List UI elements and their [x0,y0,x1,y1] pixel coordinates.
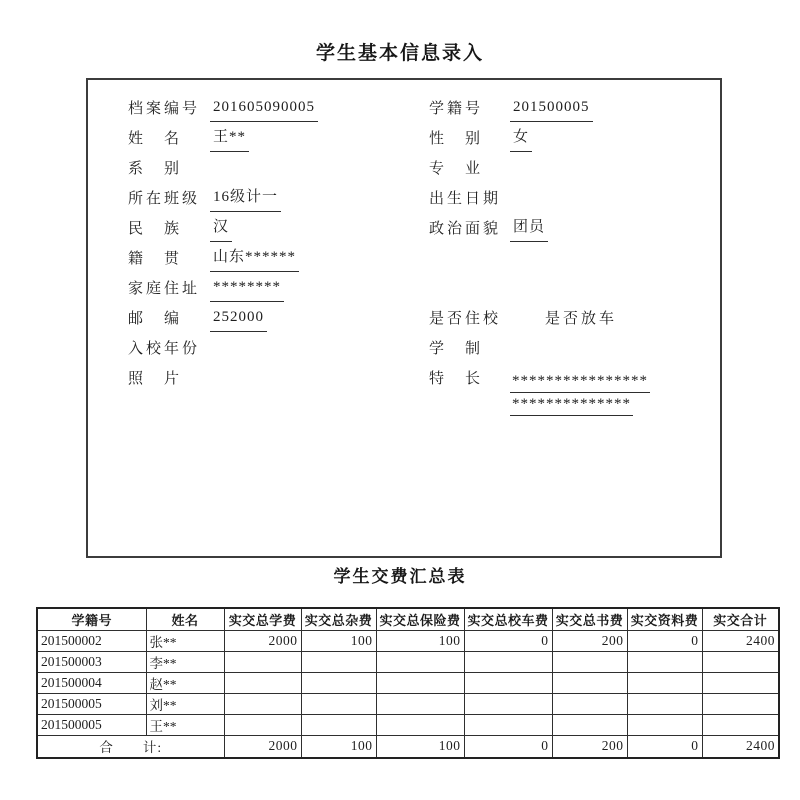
col-header-tuition: 实交总学费 [224,608,301,630]
total-row-label: 合 计: [37,735,224,758]
postcode-field[interactable]: 252000 [210,304,267,332]
bike-parking-label: 是否放车 [545,311,618,327]
archive-number-field[interactable]: 201605090005 [210,94,318,122]
form-row-ethnicity-political [88,214,720,244]
total-book-fee: 200 [552,735,627,758]
birthdate-field[interactable] [510,184,516,211]
cell-insurance [376,672,464,693]
cell-tuition: 2000 [224,630,301,651]
cell-name: 赵** [146,672,224,693]
cell-student-id: 201500004 [37,672,146,693]
cell-material-fee [627,651,702,672]
native-place-field[interactable]: 山东****** [210,244,299,272]
total-insurance: 100 [376,735,464,758]
cell-book-fee [552,672,627,693]
cell-bus-fee [464,714,552,735]
cell-book-fee: 200 [552,630,627,651]
student-id-field[interactable]: 201500005 [510,94,593,122]
cell-student-id: 201500005 [37,693,146,714]
form-rows [88,80,720,412]
ethnicity-field[interactable]: 汉 [210,214,232,242]
major-label: 专 业 [429,161,484,177]
form-row-dept-major [88,154,720,184]
photo-field[interactable] [210,364,216,391]
class-field[interactable]: 16级计一 [210,184,281,212]
total-grand: 2400 [702,735,779,758]
photo-label: 照 片 [128,371,183,387]
table-row [37,672,779,693]
total-tuition: 2000 [224,735,301,758]
cell-book-fee [552,651,627,672]
col-header-bus-fee: 实交总校车费 [464,608,552,630]
cell-book-fee [552,693,627,714]
home-address-label: 家庭住址 [128,281,201,297]
cell-total [702,651,779,672]
student-id-label: 学籍号 [429,101,484,117]
cell-material-fee: 0 [627,630,702,651]
form-row-entryyear-schooling [88,334,720,364]
form-title: 学生基本信息录入 [315,43,484,64]
schooling-length-field[interactable] [510,334,516,361]
name-label: 姓 名 [128,131,183,147]
gender-label: 性 别 [429,131,484,147]
cell-tuition [224,672,301,693]
cell-misc-fee: 100 [301,630,376,651]
form-row-postcode-boarding [88,304,720,334]
total-material-fee: 0 [627,735,702,758]
cell-material-fee [627,693,702,714]
table-header-row [37,608,779,630]
native-place-label: 籍 贯 [128,251,183,267]
boarding-label: 是否住校 [429,311,502,327]
political-status-field[interactable]: 团员 [510,214,548,242]
cell-bus-fee [464,651,552,672]
table-row [37,630,779,651]
col-header-book-fee: 实交总书费 [552,608,627,630]
col-header-name: 姓名 [146,608,224,630]
cell-insurance: 100 [376,630,464,651]
cell-misc-fee [301,672,376,693]
specialty-line-2: ************** [510,393,633,416]
cell-tuition [224,651,301,672]
table-row [37,651,779,672]
gender-field[interactable]: 女 [510,124,532,152]
cell-insurance [376,714,464,735]
cell-student-id: 201500003 [37,651,146,672]
specialty-line-1: **************** [510,370,650,393]
form-row-name-gender [88,124,720,154]
col-header-misc-fee: 实交总杂费 [301,608,376,630]
cell-misc-fee [301,693,376,714]
cell-tuition [224,714,301,735]
cell-material-fee [627,714,702,735]
cell-insurance [376,693,464,714]
ethnicity-label: 民 族 [128,221,183,237]
specialty-field[interactable] [510,370,650,416]
col-header-total: 实交合计 [702,608,779,630]
entry-year-label: 入校年份 [128,341,201,357]
student-info-form [86,78,722,558]
entry-year-field[interactable] [210,334,216,361]
table-row [37,693,779,714]
cell-misc-fee [301,651,376,672]
class-label: 所在班级 [128,191,201,207]
cell-student-id: 201500005 [37,714,146,735]
table-row [37,714,779,735]
col-header-student-id: 学籍号 [37,608,146,630]
political-status-label: 政治面貌 [429,221,502,237]
cell-bus-fee [464,672,552,693]
payment-summary-table [36,607,780,759]
form-row-archive-id [88,94,720,124]
cell-bus-fee: 0 [464,630,552,651]
cell-total: 2400 [702,630,779,651]
birthdate-label: 出生日期 [429,191,502,207]
cell-student-id: 201500002 [37,630,146,651]
form-row-photo-specialty [88,364,720,412]
cell-book-fee [552,714,627,735]
cell-total [702,693,779,714]
total-misc-fee: 100 [301,735,376,758]
name-field[interactable]: 王** [210,124,249,152]
form-row-class-birthdate [88,184,720,214]
table-title: 学生交费汇总表 [333,567,467,586]
cell-name: 王** [146,714,224,735]
form-row-native-place [88,244,720,274]
cell-total [702,672,779,693]
cell-name: 刘** [146,693,224,714]
table-total-row [37,735,779,758]
cell-material-fee [627,672,702,693]
col-header-insurance: 实交总保险费 [376,608,464,630]
schooling-length-label: 学 制 [429,341,484,357]
total-bus-fee: 0 [464,735,552,758]
cell-misc-fee [301,714,376,735]
form-row-home-address [88,274,720,304]
cell-name: 李** [146,651,224,672]
department-label: 系 别 [128,161,183,177]
department-field[interactable] [210,154,216,181]
cell-tuition [224,693,301,714]
home-address-field[interactable]: ******** [210,274,284,302]
cell-insurance [376,651,464,672]
specialty-label: 特 长 [429,371,484,387]
major-field[interactable] [510,154,516,181]
cell-total [702,714,779,735]
archive-number-label: 档案编号 [128,101,201,117]
postcode-label: 邮 编 [128,311,183,327]
col-header-material-fee: 实交资料费 [627,608,702,630]
cell-bus-fee [464,693,552,714]
cell-name: 张** [146,630,224,651]
